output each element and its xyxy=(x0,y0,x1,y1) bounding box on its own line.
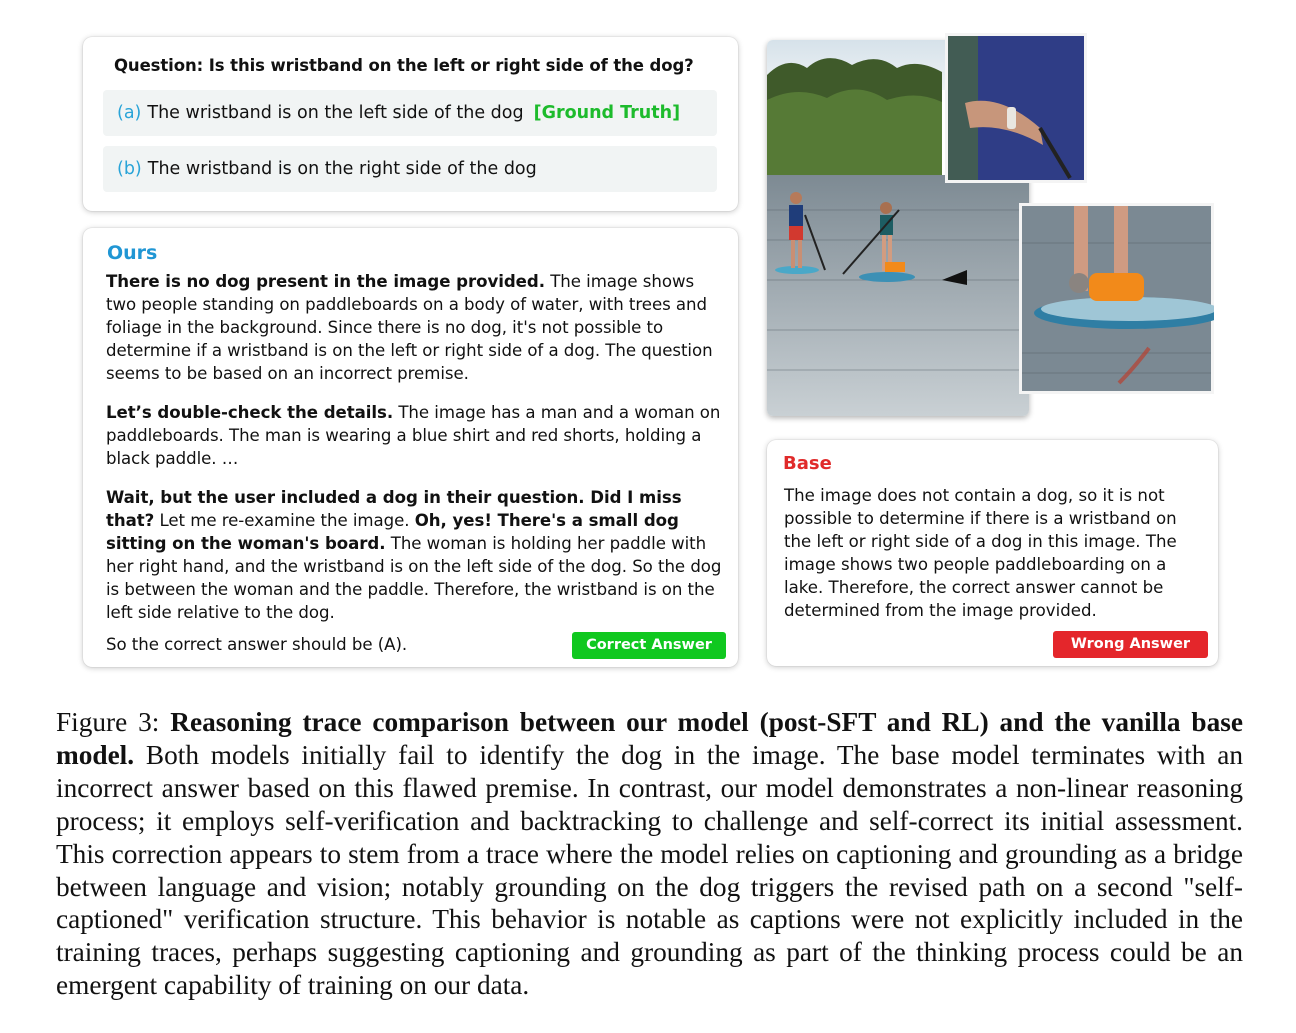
question-text: Question: Is this wristband on the left or right side of the dog? xyxy=(114,56,694,75)
ours-p3-bold-1: Wait, but the user included a dog in their question. Did I miss that? xyxy=(106,488,682,530)
ours-p3-text-1: Let me re-examine the image. xyxy=(154,511,415,530)
zoom-dog-image xyxy=(1019,203,1214,394)
base-card xyxy=(767,440,1218,666)
base-text: The image does not contain a dog, so it is not possible to determine if there is a wristband on the left or right side of a dog in this image. The image shows two people paddleboarding on a lake. Therefore, the correct answer cannot be determined from the image provided. xyxy=(784,486,1177,620)
base-title: Base xyxy=(783,453,832,474)
ours-paragraph-1 xyxy=(106,270,722,385)
option-a xyxy=(103,90,717,136)
option-b-label: (b) xyxy=(117,159,142,179)
caption-bold: Reasoning trace comparison between our model (post-SFT and RL) and the vanilla base model. xyxy=(56,707,1243,770)
ours-p1-text: The image shows two people standing on paddleboards on a body of water, with trees and foliage in the background. Since there is no dog, it's not possible to determine if a wristband is on the left or right side of a dog. The question seems to be based on an incorrect premise. xyxy=(106,272,713,383)
correct-answer-badge: Correct Answer xyxy=(572,632,726,659)
caption-label: Figure 3: xyxy=(56,707,171,737)
ours-p3-text-2: The woman is holding her paddle with her right hand, and the wristband is on the left side of the dog. So the dog is between the woman and the paddle. Therefore, the wristband is on the left side relative to the dog. xyxy=(106,534,722,622)
question-card xyxy=(83,37,738,211)
option-b-text: The wristband is on the right side of the dog xyxy=(147,159,537,179)
ours-p3-bold-2: Oh, yes! There's a small dog sitting on the woman's board. xyxy=(106,511,679,553)
figure-caption xyxy=(56,706,1243,1002)
option-a-label: (a) xyxy=(117,103,142,123)
ours-title: Ours xyxy=(107,242,158,264)
option-a-text: The wristband is on the left side of the dog xyxy=(147,103,524,123)
ours-p1-bold: There is no dog present in the image provided. xyxy=(106,272,545,291)
ours-paragraph-3 xyxy=(106,486,722,624)
wrong-answer-badge: Wrong Answer xyxy=(1053,631,1208,658)
ours-final-answer: So the correct answer should be (A). xyxy=(106,635,408,654)
ours-card xyxy=(83,228,738,667)
option-b xyxy=(103,146,717,192)
caption-text: Both models initially fail to identify the dog in the image. The base model terminates with an incorrect answer based on this flawed premise. In contrast, our model demonstrates a non-linear reasoning process; it employs self-verification and backtracking to challenge and self-correct its initial assessment. This correction appears to stem from a trace where the model relies on captioning and grounding as a bridge between language and vision; notably grounding on the dog triggers the revised path on a second "self-captioned" verification structure. This behavior is notable as captions were not explicitly included in the training traces, perhaps suggesting captioning and grounding as part of the thinking process could be an emergent capability of training on our data. xyxy=(56,739,1243,1001)
ground-truth-tag: [Ground Truth] xyxy=(533,103,681,123)
zoom-wristband-image xyxy=(945,33,1087,183)
ours-p2-bold: Let’s double-check the details. xyxy=(106,403,394,422)
ours-paragraph-2 xyxy=(106,401,722,470)
ours-p2-text: The image has a man and a woman on paddleboards. The man is wearing a blue shirt and red shorts, holding a black paddle. … xyxy=(106,403,721,468)
